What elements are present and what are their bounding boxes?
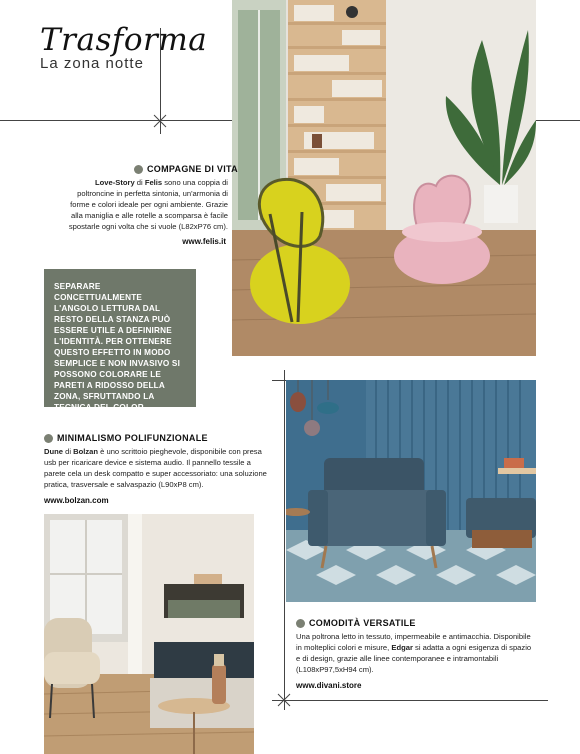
heading-text: MINIMALISMO POLIFUNZIONALE <box>57 433 208 443</box>
heading-text: COMODITÀ VERSATILE <box>309 618 416 628</box>
brand-name: Felis <box>144 178 163 187</box>
heading-text: COMPAGNE DI VITA <box>147 164 238 174</box>
link-divani[interactable]: www.divani.store <box>296 681 362 690</box>
page-subtitle: La zona notte <box>40 55 144 72</box>
section-heading-minimalismo <box>44 433 208 443</box>
bullet-dot-icon <box>134 165 143 174</box>
callout-box <box>44 269 196 423</box>
brand-name: Bolzan <box>73 447 99 456</box>
body-text-2: si adatta a ogni esigenza di spazio e di design, grazie alle linee contemporanee e intramontabili (L108xP97,5xH94 cm). <box>296 643 532 674</box>
section-body-comodita <box>296 631 532 675</box>
page-title: Trasforma <box>40 22 208 58</box>
section-heading-compagne <box>134 164 238 174</box>
section-heading-comodita <box>296 618 416 628</box>
bullet-dot-icon <box>44 434 53 443</box>
section-body-compagne <box>58 177 228 232</box>
link-bolzan[interactable]: www.bolzan.com <box>44 496 109 505</box>
product-name: Love-Story <box>95 178 135 187</box>
cross-mark-bottom <box>276 692 292 708</box>
right-rule <box>534 120 580 121</box>
body-text: è uno scrittoio pieghevole, disponibile con presa usb per ricaricare device e sistema audio. Il pannello tessile a parete cela un desk compatto e super accessoriato: una soluzione pratica, trasversale e salvaspazio (L90xP8 cm). <box>44 447 267 489</box>
bottom-rule <box>272 700 548 701</box>
body-text: Una poltrona letto in tessuto, impermeabile e antimacchia. Disponibile in molteplici colori e misure, <box>296 632 531 652</box>
connector-text: di <box>62 447 74 456</box>
body-text: sono una coppia di poltroncine in perfetta sintonia, un'armonia di forme e colori ideale per ogni ambiente. Grazie alla maniglia e alle rotelle a scomparsa è facile spostarle ogni volta che si vuole (L82xP76 cm). <box>68 178 228 231</box>
photo-edgar-armchair <box>286 380 536 602</box>
mid-vertical-rule <box>284 370 285 710</box>
connector-text: di <box>134 178 145 187</box>
link-felis[interactable]: www.felis.it <box>182 237 226 246</box>
photo-dune-desk <box>44 514 254 754</box>
brand-name: Edgar <box>391 643 413 652</box>
bullet-dot-icon <box>296 619 305 628</box>
photo-felis-chairs <box>232 0 536 356</box>
cross-mark <box>152 113 168 129</box>
product-name: Dune <box>44 447 63 456</box>
callout-text: SEPARARE CONCETTUALMENTE L'ANGOLO LETTURA DAL RESTO DELLA STANZA PUÒ ESSERE UTILE A DEFINIRNE L'IDENTITÀ. PER OTTENERE QUESTO EFFETTO IN MODO SEMPLICE E NON INVASIVO SI POSSONO COLORARE LE PARETI A RIDOSSO DELLA ZONA, SFRUTTANDO LA TECNICA DEL COLOR BLOCKING. <box>54 282 181 423</box>
header-rule <box>0 120 232 121</box>
section-body-minimalismo <box>44 446 268 490</box>
